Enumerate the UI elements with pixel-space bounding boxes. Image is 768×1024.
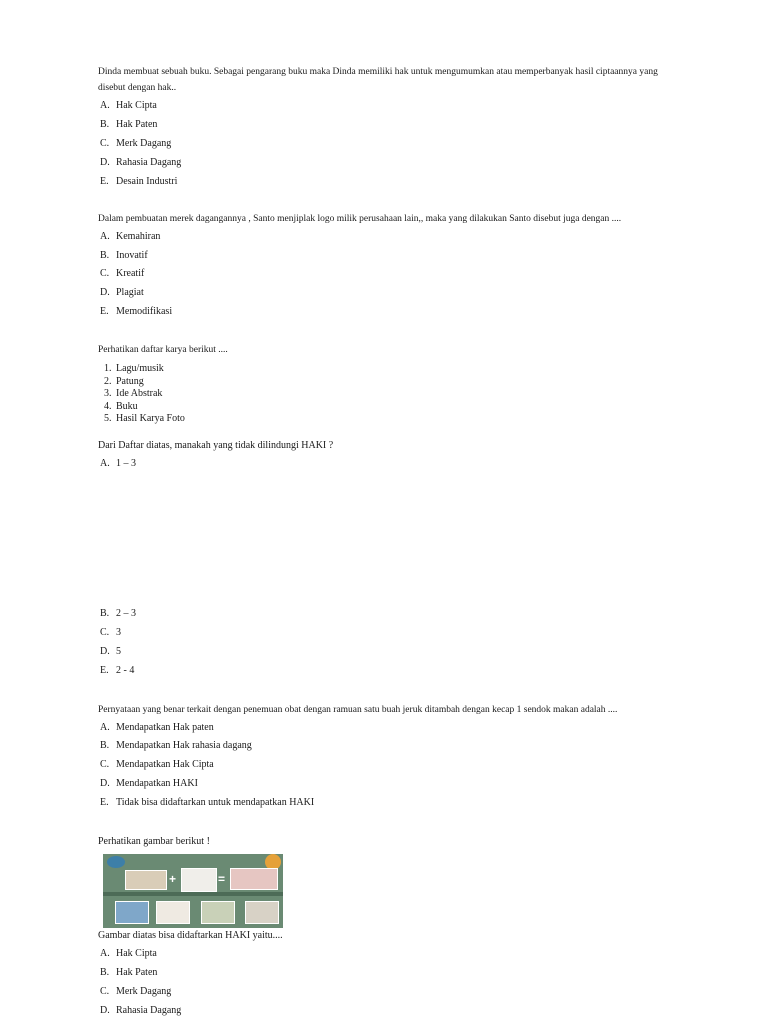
q1-option-b: B. Hak Paten [100, 119, 158, 130]
question-3-intro: Perhatikan daftar karya berikut .... [98, 345, 228, 355]
question-4-text: Pernyataan yang benar terkait dengan penemuan obat dengan ramuan satu buah jeruk ditambah dengan kecap 1 sendok makan adalah .... [98, 705, 618, 715]
decorative-blob-icon [107, 856, 125, 868]
q4-option-a: A. Mendapatkan Hak paten [100, 722, 214, 733]
q3-option-d: D. 5 [100, 646, 121, 657]
question-2-text: Dalam pembuatan merek dagangannya , Santo menjiplak logo milik perusahaan lain,, maka yang dilakukan Santo disebut juga dengan .... [98, 214, 622, 224]
q3-list-item-4: 4. Buku [104, 401, 138, 412]
q2-option-e: E. Memodifikasi [100, 306, 173, 317]
q5-option-a: A. Hak Cipta [100, 948, 157, 959]
q1-option-d: D. Rahasia Dagang [100, 157, 182, 168]
figure-tile-teacup [156, 901, 190, 924]
question-1-text [98, 64, 708, 96]
q3-option-e: E. 2 - 4 [100, 665, 135, 676]
q1-option-a: A. Hak Cipta [100, 100, 157, 111]
figure-tile-ingredient [125, 870, 167, 890]
q3-option-b: B. 2 – 3 [100, 608, 136, 619]
q4-option-c: C. Mendapatkan Hak Cipta [100, 759, 214, 770]
q1-option-c: C. Merk Dagang [100, 138, 172, 149]
q3-option-c: C. 3 [100, 627, 121, 638]
q2-option-b: B. Inovatif [100, 250, 148, 261]
q5-option-d: D. Rahasia Dagang [100, 1005, 182, 1016]
figure-tile-tool [181, 868, 217, 892]
question-5-text: Gambar diatas bisa didaftarkan HAKI yaitu.... [98, 930, 283, 941]
q5-option-b: B. Hak Paten [100, 967, 158, 978]
q2-option-c: C. Kreatif [100, 268, 145, 279]
q5-option-c: C. Merk Dagang [100, 986, 172, 997]
q4-option-d: D. Mendapatkan HAKI [100, 778, 198, 789]
question-5-figure [103, 854, 283, 928]
q3-list-item-5: 5. Hasil Karya Foto [104, 413, 185, 424]
q3-list-item-1: 1. Lagu/musik [104, 363, 164, 374]
plus-symbol: + [169, 872, 177, 886]
figure-tile-hammer [245, 901, 279, 924]
q4-option-e: E. Tidak bisa didaftarkan untuk mendapatkan HAKI [100, 797, 315, 808]
q2-option-d: D. Plagiat [100, 287, 144, 298]
equals-symbol: = [218, 872, 226, 886]
figure-divider [103, 892, 283, 896]
q2-option-a: A. Kemahiran [100, 231, 161, 242]
q1-option-e: E. Desain Industri [100, 176, 178, 187]
question-3-text: Dari Daftar diatas, manakah yang tidak dilindungi HAKI ? [98, 440, 334, 451]
q4-option-b: B. Mendapatkan Hak rahasia dagang [100, 740, 252, 751]
figure-tile-cup [115, 901, 149, 924]
figure-tile-result [230, 868, 278, 890]
q3-list-item-3: 3. Ide Abstrak [104, 388, 163, 399]
question-1-line-2: disebut dengan hak.. [98, 83, 177, 93]
question-5-intro: Perhatikan gambar berikut ! [98, 836, 210, 847]
q3-option-a: A. 1 – 3 [100, 458, 136, 469]
figure-tile-frame [201, 901, 235, 924]
question-1-line-1: Dinda membuat sebuah buku. Sebagai pengarang buku maka Dinda memiliki hak untuk mengumumkan atau memperbanyak hasil ciptaannya yang [98, 67, 658, 77]
q3-list-item-2: 2. Patung [104, 376, 144, 387]
